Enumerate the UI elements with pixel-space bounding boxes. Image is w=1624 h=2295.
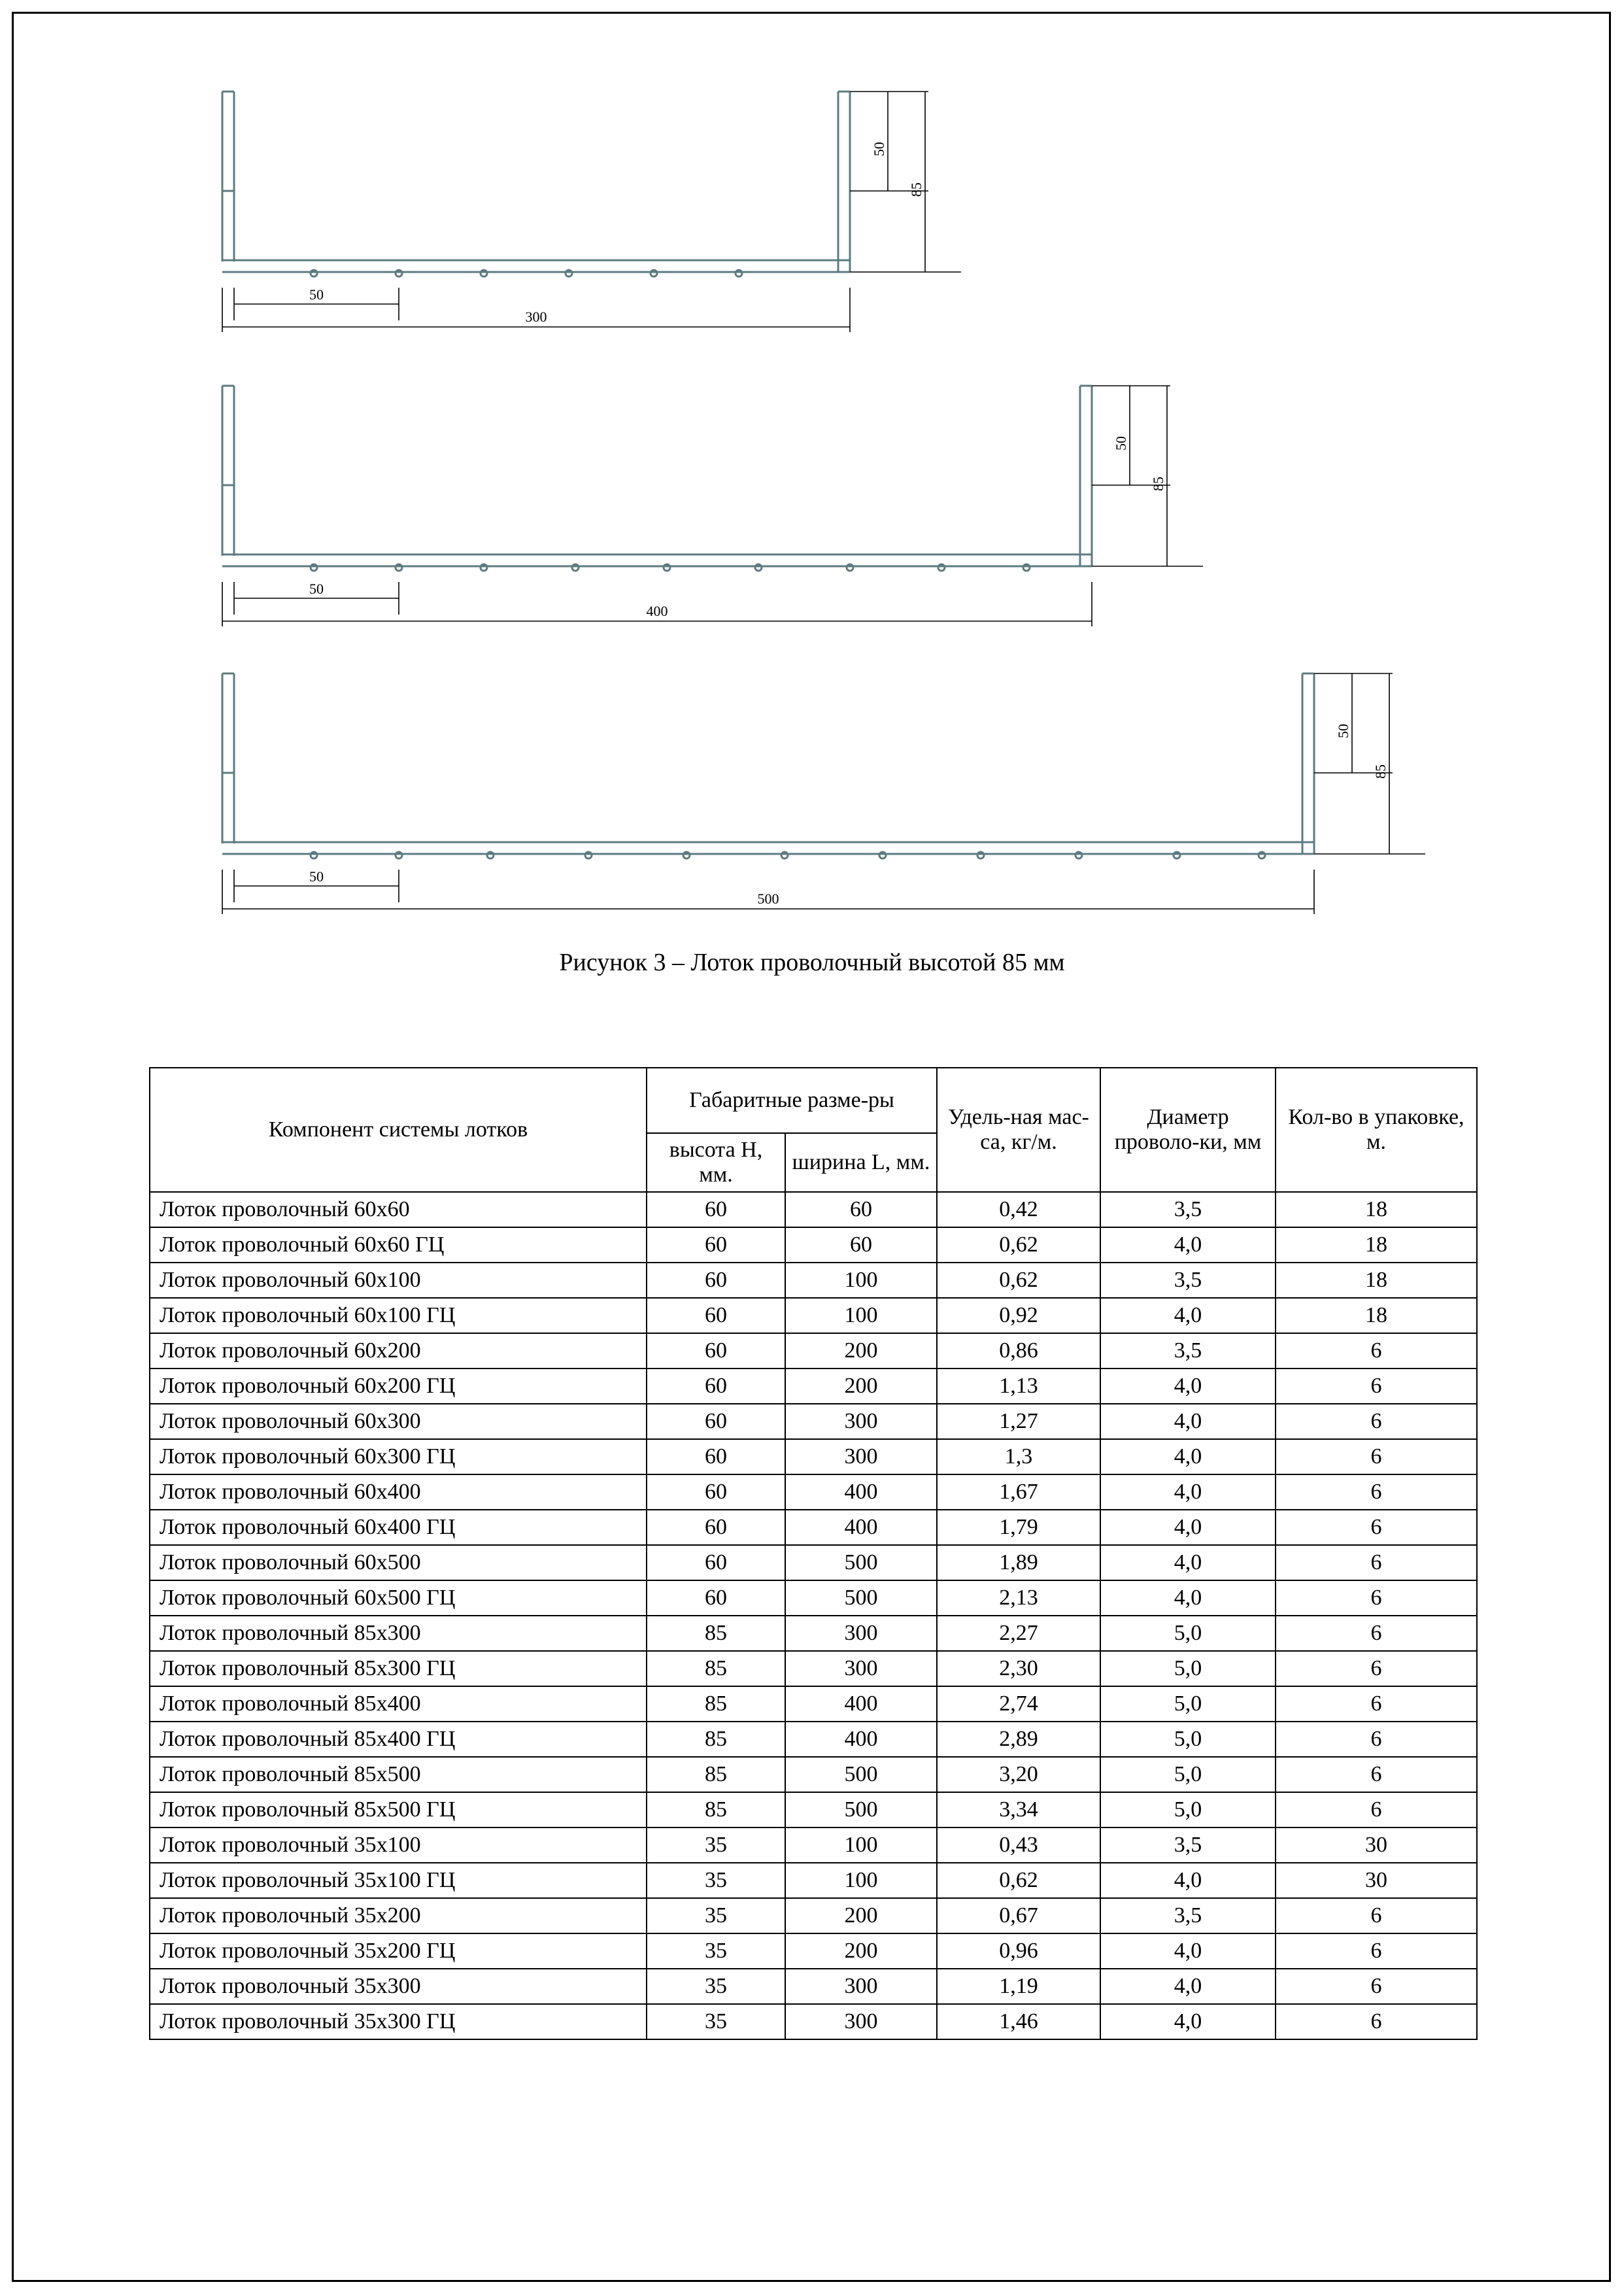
cell-mass: 1,3 xyxy=(937,1439,1100,1474)
cell-component: Лоток проволочный 60х60 ГЦ xyxy=(150,1227,647,1263)
cell-height: 60 xyxy=(647,1192,785,1227)
cell-pack-quantity: 6 xyxy=(1276,1933,1477,1969)
tray-500-drawing xyxy=(183,654,1464,915)
cell-pack-quantity: 6 xyxy=(1276,1368,1477,1404)
table-row xyxy=(150,1439,1477,1474)
cell-pack-quantity: 6 xyxy=(1276,1792,1477,1828)
cell-width: 300 xyxy=(785,1651,937,1686)
cell-component: Лоток проволочный 60х100 xyxy=(150,1263,647,1298)
th-height: высота H, мм. xyxy=(647,1133,785,1192)
cell-mass: 2,74 xyxy=(937,1686,1100,1722)
tray-400-drawing xyxy=(183,366,1425,628)
tray-400-inner-height-label: 50 xyxy=(1113,436,1129,450)
cell-width: 400 xyxy=(785,1686,937,1722)
cell-component: Лоток проволочный 35х300 xyxy=(150,1969,647,2004)
cell-wire-diameter: 3,5 xyxy=(1100,1333,1276,1368)
table-row xyxy=(150,1651,1477,1686)
cell-component: Лоток проволочный 85х500 ГЦ xyxy=(150,1792,647,1828)
cell-width: 200 xyxy=(785,1333,937,1368)
th-component: Компонент системы лотков xyxy=(150,1068,647,1192)
cell-component: Лоток проволочный 35х300 ГЦ xyxy=(150,2004,647,2039)
table-row xyxy=(150,1404,1477,1439)
cell-height: 35 xyxy=(647,2004,785,2039)
cell-pack-quantity: 6 xyxy=(1276,1686,1477,1722)
cell-pack-quantity: 6 xyxy=(1276,1616,1477,1651)
tray-300-height-label: 85 xyxy=(908,182,924,197)
cell-height: 60 xyxy=(647,1227,785,1263)
cell-height: 85 xyxy=(647,1616,785,1651)
spec-table xyxy=(149,1067,1478,2040)
cell-width: 60 xyxy=(785,1192,937,1227)
spec-table-wrap xyxy=(149,1067,1476,2040)
cell-pack-quantity: 18 xyxy=(1276,1192,1477,1227)
table-row xyxy=(150,1792,1477,1828)
table-row xyxy=(150,1227,1477,1263)
cell-mass: 0,62 xyxy=(937,1227,1100,1263)
cell-height: 35 xyxy=(647,1863,785,1898)
cell-wire-diameter: 3,5 xyxy=(1100,1263,1276,1298)
cell-width: 500 xyxy=(785,1580,937,1616)
cell-component: Лоток проволочный 85х300 xyxy=(150,1616,647,1651)
figure-group xyxy=(183,72,1464,928)
cell-component: Лоток проволочный 60х100 ГЦ xyxy=(150,1298,647,1333)
table-row xyxy=(150,1933,1477,1969)
cell-component: Лоток проволочный 85х400 xyxy=(150,1686,647,1722)
cell-height: 85 xyxy=(647,1722,785,1757)
cell-wire-diameter: 5,0 xyxy=(1100,1616,1276,1651)
cell-mass: 1,13 xyxy=(937,1368,1100,1404)
th-pack-quantity: Кол-во в упаковке, м. xyxy=(1276,1068,1477,1192)
cell-height: 60 xyxy=(647,1474,785,1510)
cell-wire-diameter: 3,5 xyxy=(1100,1898,1276,1933)
cell-width: 400 xyxy=(785,1474,937,1510)
cell-mass: 3,20 xyxy=(937,1757,1100,1792)
table-row xyxy=(150,2004,1477,2039)
cell-width: 500 xyxy=(785,1545,937,1580)
cell-wire-diameter: 5,0 xyxy=(1100,1651,1276,1686)
cell-component: Лоток проволочный 35х200 ГЦ xyxy=(150,1933,647,1969)
cell-height: 60 xyxy=(647,1545,785,1580)
cell-pack-quantity: 6 xyxy=(1276,1580,1477,1616)
cell-component: Лоток проволочный 60х400 xyxy=(150,1474,647,1510)
cell-mass: 2,30 xyxy=(937,1651,1100,1686)
cell-width: 400 xyxy=(785,1510,937,1545)
cell-component: Лоток проволочный 35х200 xyxy=(150,1898,647,1933)
cell-component: Лоток проволочный 60х60 xyxy=(150,1192,647,1227)
cell-height: 35 xyxy=(647,1898,785,1933)
cell-mass: 0,92 xyxy=(937,1298,1100,1333)
cell-pack-quantity: 30 xyxy=(1276,1828,1477,1863)
cell-wire-diameter: 4,0 xyxy=(1100,1404,1276,1439)
cell-height: 35 xyxy=(647,1828,785,1863)
cell-wire-diameter: 4,0 xyxy=(1100,1863,1276,1898)
cell-wire-diameter: 5,0 xyxy=(1100,1686,1276,1722)
cell-mass: 0,43 xyxy=(937,1828,1100,1863)
cell-wire-diameter: 4,0 xyxy=(1100,1227,1276,1263)
cell-height: 35 xyxy=(647,1969,785,2004)
table-row xyxy=(150,1757,1477,1792)
cell-wire-diameter: 4,0 xyxy=(1100,1545,1276,1580)
th-mass: Удель-ная мас-са, кг/м. xyxy=(937,1068,1100,1192)
cell-pack-quantity: 6 xyxy=(1276,1898,1477,1933)
table-row xyxy=(150,1863,1477,1898)
cell-component: Лоток проволочный 60х300 ГЦ xyxy=(150,1439,647,1474)
table-row xyxy=(150,1686,1477,1722)
table-row xyxy=(150,1969,1477,2004)
cell-wire-diameter: 4,0 xyxy=(1100,1933,1276,1969)
cell-wire-diameter: 5,0 xyxy=(1100,1792,1276,1828)
cell-mass: 1,46 xyxy=(937,2004,1100,2039)
table-row xyxy=(150,1898,1477,1933)
tray-500-width-label: 500 xyxy=(757,891,779,907)
cell-component: Лоток проволочный 85х500 xyxy=(150,1757,647,1792)
th-width: ширина L, мм. xyxy=(785,1133,937,1192)
cell-width: 300 xyxy=(785,1616,937,1651)
cell-width: 100 xyxy=(785,1298,937,1333)
cell-pack-quantity: 18 xyxy=(1276,1227,1477,1263)
cell-pack-quantity: 6 xyxy=(1276,1510,1477,1545)
cell-pack-quantity: 18 xyxy=(1276,1263,1477,1298)
cell-component: Лоток проволочный 60х200 xyxy=(150,1333,647,1368)
tray-400-width-label: 400 xyxy=(646,603,668,619)
cell-width: 200 xyxy=(785,1368,937,1404)
cell-component: Лоток проволочный 35х100 ГЦ xyxy=(150,1863,647,1898)
table-row xyxy=(150,1545,1477,1580)
cell-height: 85 xyxy=(647,1651,785,1686)
cell-pack-quantity: 30 xyxy=(1276,1863,1477,1898)
figure-caption: Рисунок 3 – Лоток проволочный высотой 85 мм xyxy=(559,949,1065,976)
cell-mass: 3,34 xyxy=(937,1792,1100,1828)
cell-mass: 2,27 xyxy=(937,1616,1100,1651)
cell-width: 100 xyxy=(785,1828,937,1863)
cell-width: 200 xyxy=(785,1933,937,1969)
cell-height: 85 xyxy=(647,1792,785,1828)
cell-height: 85 xyxy=(647,1757,785,1792)
table-row xyxy=(150,1192,1477,1227)
cell-width: 300 xyxy=(785,1969,937,2004)
cell-pack-quantity: 6 xyxy=(1276,1545,1477,1580)
cell-mass: 2,89 xyxy=(937,1722,1100,1757)
cell-pack-quantity: 6 xyxy=(1276,1474,1477,1510)
cell-width: 400 xyxy=(785,1722,937,1757)
cell-height: 60 xyxy=(647,1580,785,1616)
cell-wire-diameter: 4,0 xyxy=(1100,1439,1276,1474)
tray-300-drawing xyxy=(183,72,1334,333)
cell-wire-diameter: 4,0 xyxy=(1100,2004,1276,2039)
table-row xyxy=(150,1828,1477,1863)
cell-height: 60 xyxy=(647,1404,785,1439)
table-row xyxy=(150,1333,1477,1368)
cell-mass: 0,42 xyxy=(937,1192,1100,1227)
cell-width: 200 xyxy=(785,1898,937,1933)
table-row xyxy=(150,1616,1477,1651)
table-row xyxy=(150,1368,1477,1404)
cell-wire-diameter: 4,0 xyxy=(1100,1580,1276,1616)
table-row xyxy=(150,1298,1477,1333)
cell-mass: 1,79 xyxy=(937,1510,1100,1545)
th-overall: Габаритные разме-ры xyxy=(647,1068,937,1133)
cell-mass: 0,96 xyxy=(937,1933,1100,1969)
cell-width: 100 xyxy=(785,1263,937,1298)
cell-mass: 0,86 xyxy=(937,1333,1100,1368)
cell-height: 60 xyxy=(647,1368,785,1404)
cell-mass: 0,67 xyxy=(937,1898,1100,1933)
cell-pack-quantity: 6 xyxy=(1276,2004,1477,2039)
table-row xyxy=(150,1580,1477,1616)
cell-pack-quantity: 6 xyxy=(1276,1969,1477,2004)
cell-component: Лоток проволочный 85х400 ГЦ xyxy=(150,1722,647,1757)
tray-300-width-label: 300 xyxy=(525,309,547,325)
cell-height: 60 xyxy=(647,1298,785,1333)
cell-component: Лоток проволочный 60х500 ГЦ xyxy=(150,1580,647,1616)
cell-component: Лоток проволочный 60х200 ГЦ xyxy=(150,1368,647,1404)
cell-wire-diameter: 4,0 xyxy=(1100,1474,1276,1510)
cell-wire-diameter: 5,0 xyxy=(1100,1722,1276,1757)
tray-400-step-label: 50 xyxy=(309,581,324,597)
cell-height: 60 xyxy=(647,1510,785,1545)
cell-width: 500 xyxy=(785,1792,937,1828)
cell-height: 85 xyxy=(647,1686,785,1722)
cell-component: Лоток проволочный 60х500 xyxy=(150,1545,647,1580)
cell-wire-diameter: 4,0 xyxy=(1100,1969,1276,2004)
cell-width: 500 xyxy=(785,1757,937,1792)
cell-width: 100 xyxy=(785,1863,937,1898)
tray-300-inner-height-label: 50 xyxy=(871,142,887,156)
table-row xyxy=(150,1263,1477,1298)
cell-mass: 1,19 xyxy=(937,1969,1100,2004)
cell-wire-diameter: 4,0 xyxy=(1100,1510,1276,1545)
cell-width: 300 xyxy=(785,2004,937,2039)
cell-mass: 1,67 xyxy=(937,1474,1100,1510)
cell-wire-diameter: 3,5 xyxy=(1100,1192,1276,1227)
cell-height: 35 xyxy=(647,1933,785,1969)
cell-pack-quantity: 6 xyxy=(1276,1722,1477,1757)
cell-pack-quantity: 6 xyxy=(1276,1757,1477,1792)
tray-500-step-label: 50 xyxy=(309,868,324,885)
cell-width: 300 xyxy=(785,1404,937,1439)
cell-pack-quantity: 6 xyxy=(1276,1404,1477,1439)
cell-wire-diameter: 4,0 xyxy=(1100,1298,1276,1333)
cell-mass: 0,62 xyxy=(937,1263,1100,1298)
cell-pack-quantity: 6 xyxy=(1276,1439,1477,1474)
tray-500-height-label: 85 xyxy=(1372,764,1389,779)
cell-component: Лоток проволочный 60х300 xyxy=(150,1404,647,1439)
cell-mass: 0,62 xyxy=(937,1863,1100,1898)
cell-pack-quantity: 18 xyxy=(1276,1298,1477,1333)
cell-wire-diameter: 4,0 xyxy=(1100,1368,1276,1404)
th-wire-diameter: Диаметр проволо-ки, мм xyxy=(1100,1068,1276,1192)
spec-table-body xyxy=(150,1192,1477,2039)
tray-400-height-label: 85 xyxy=(1150,477,1166,491)
cell-component: Лоток проволочный 35х100 xyxy=(150,1828,647,1863)
table-row xyxy=(150,1510,1477,1545)
table-row xyxy=(150,1722,1477,1757)
cell-mass: 2,13 xyxy=(937,1580,1100,1616)
tray-300-step-label: 50 xyxy=(309,286,324,303)
cell-height: 60 xyxy=(647,1333,785,1368)
cell-width: 300 xyxy=(785,1439,937,1474)
tray-500-inner-height-label: 50 xyxy=(1335,724,1351,738)
cell-height: 60 xyxy=(647,1439,785,1474)
cell-component: Лоток проволочный 85х300 ГЦ xyxy=(150,1651,647,1686)
cell-pack-quantity: 6 xyxy=(1276,1651,1477,1686)
cell-height: 60 xyxy=(647,1263,785,1298)
cell-mass: 1,89 xyxy=(937,1545,1100,1580)
cell-mass: 1,27 xyxy=(937,1404,1100,1439)
cell-pack-quantity: 6 xyxy=(1276,1333,1477,1368)
table-row xyxy=(150,1474,1477,1510)
cell-component: Лоток проволочный 60х400 ГЦ xyxy=(150,1510,647,1545)
cell-width: 60 xyxy=(785,1227,937,1263)
cell-wire-diameter: 3,5 xyxy=(1100,1828,1276,1863)
cell-wire-diameter: 5,0 xyxy=(1100,1757,1276,1792)
